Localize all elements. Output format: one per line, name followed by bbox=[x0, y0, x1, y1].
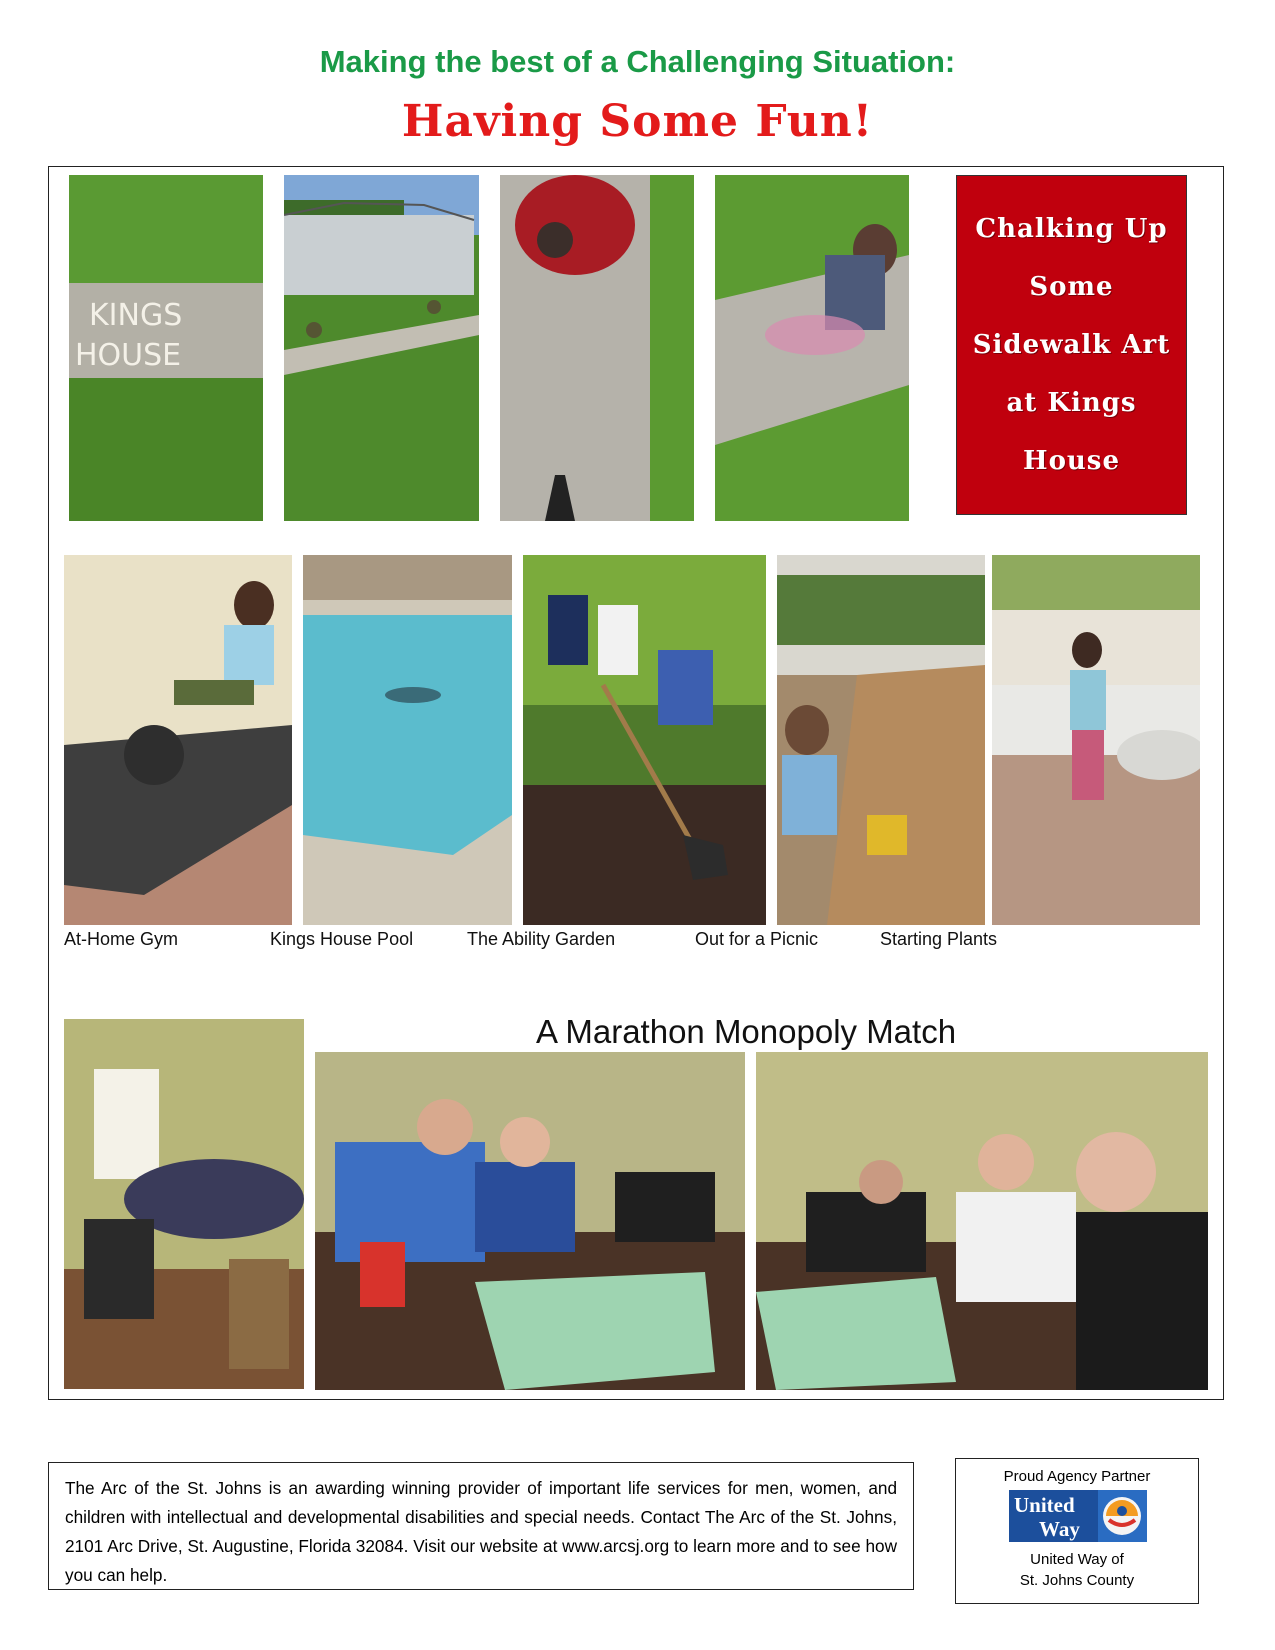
united-way-partner-box bbox=[955, 1458, 1199, 1604]
page-subtitle: Having Some Fun! bbox=[401, 96, 874, 147]
chalk-caption-line: at Kings bbox=[1006, 388, 1137, 418]
photo-sitting-artist bbox=[715, 175, 909, 521]
partner-org-line-1: United Way of bbox=[1030, 1551, 1124, 1568]
chalk-word-house: HOUSE bbox=[75, 338, 182, 373]
chalk-caption-line: Chalking Up bbox=[975, 214, 1168, 244]
caption-out-for-picnic: Out for a Picnic bbox=[695, 929, 819, 949]
caption-at-home-gym: At-Home Gym bbox=[64, 929, 179, 949]
chalk-caption-line: Some bbox=[1029, 272, 1114, 302]
photo-chalk-kings-house bbox=[69, 175, 263, 521]
photo-drawing-on-path bbox=[284, 175, 479, 521]
monopoly-section-title: A Marathon Monopoly Match bbox=[536, 1013, 957, 1050]
photo-at-home-gym bbox=[64, 555, 292, 925]
photo-monopoly-room bbox=[64, 1019, 304, 1389]
page-title: Making the best of a Challenging Situation: bbox=[319, 44, 956, 79]
partner-organization bbox=[956, 1549, 1198, 1591]
photo-leaning-artist bbox=[500, 175, 694, 521]
chalk-art-caption-panel bbox=[956, 175, 1187, 515]
photo-monopoly-game-1 bbox=[315, 1052, 745, 1390]
united-way-logo bbox=[1009, 1490, 1147, 1542]
caption-kings-house-pool: Kings House Pool bbox=[270, 929, 414, 949]
photo-starting-plants bbox=[992, 555, 1200, 925]
partner-label: Proud Agency Partner bbox=[1003, 1468, 1151, 1485]
about-arc-description: The Arc of the St. Johns is an awarding winning provider of important life services for men, women, and children with intellectual and developmental disabilities and special needs. Contact The Arc of the St. Johns, 2101 Arc Drive, St. Augustine, Florida 32084. Visit our website at www.arcsj.org to learn more and to see how you can help. bbox=[48, 1462, 914, 1590]
photo-out-for-picnic bbox=[777, 555, 985, 925]
chalk-caption-line: Sidewalk Art bbox=[972, 330, 1171, 360]
caption-ability-garden: The Ability Garden bbox=[467, 929, 616, 949]
logo-word-united: United bbox=[1014, 1493, 1075, 1517]
photo-kings-house-pool bbox=[303, 555, 512, 925]
logo-word-way: Way bbox=[1039, 1517, 1080, 1541]
partner-org-line-2: St. Johns County bbox=[1019, 1572, 1135, 1589]
caption-starting-plants: Starting Plants bbox=[880, 929, 998, 949]
chalk-caption-line: House bbox=[1023, 446, 1120, 476]
photo-monopoly-game-2 bbox=[756, 1052, 1208, 1390]
chalk-word-kings: KINGS bbox=[89, 298, 183, 333]
photo-ability-garden bbox=[523, 555, 766, 925]
